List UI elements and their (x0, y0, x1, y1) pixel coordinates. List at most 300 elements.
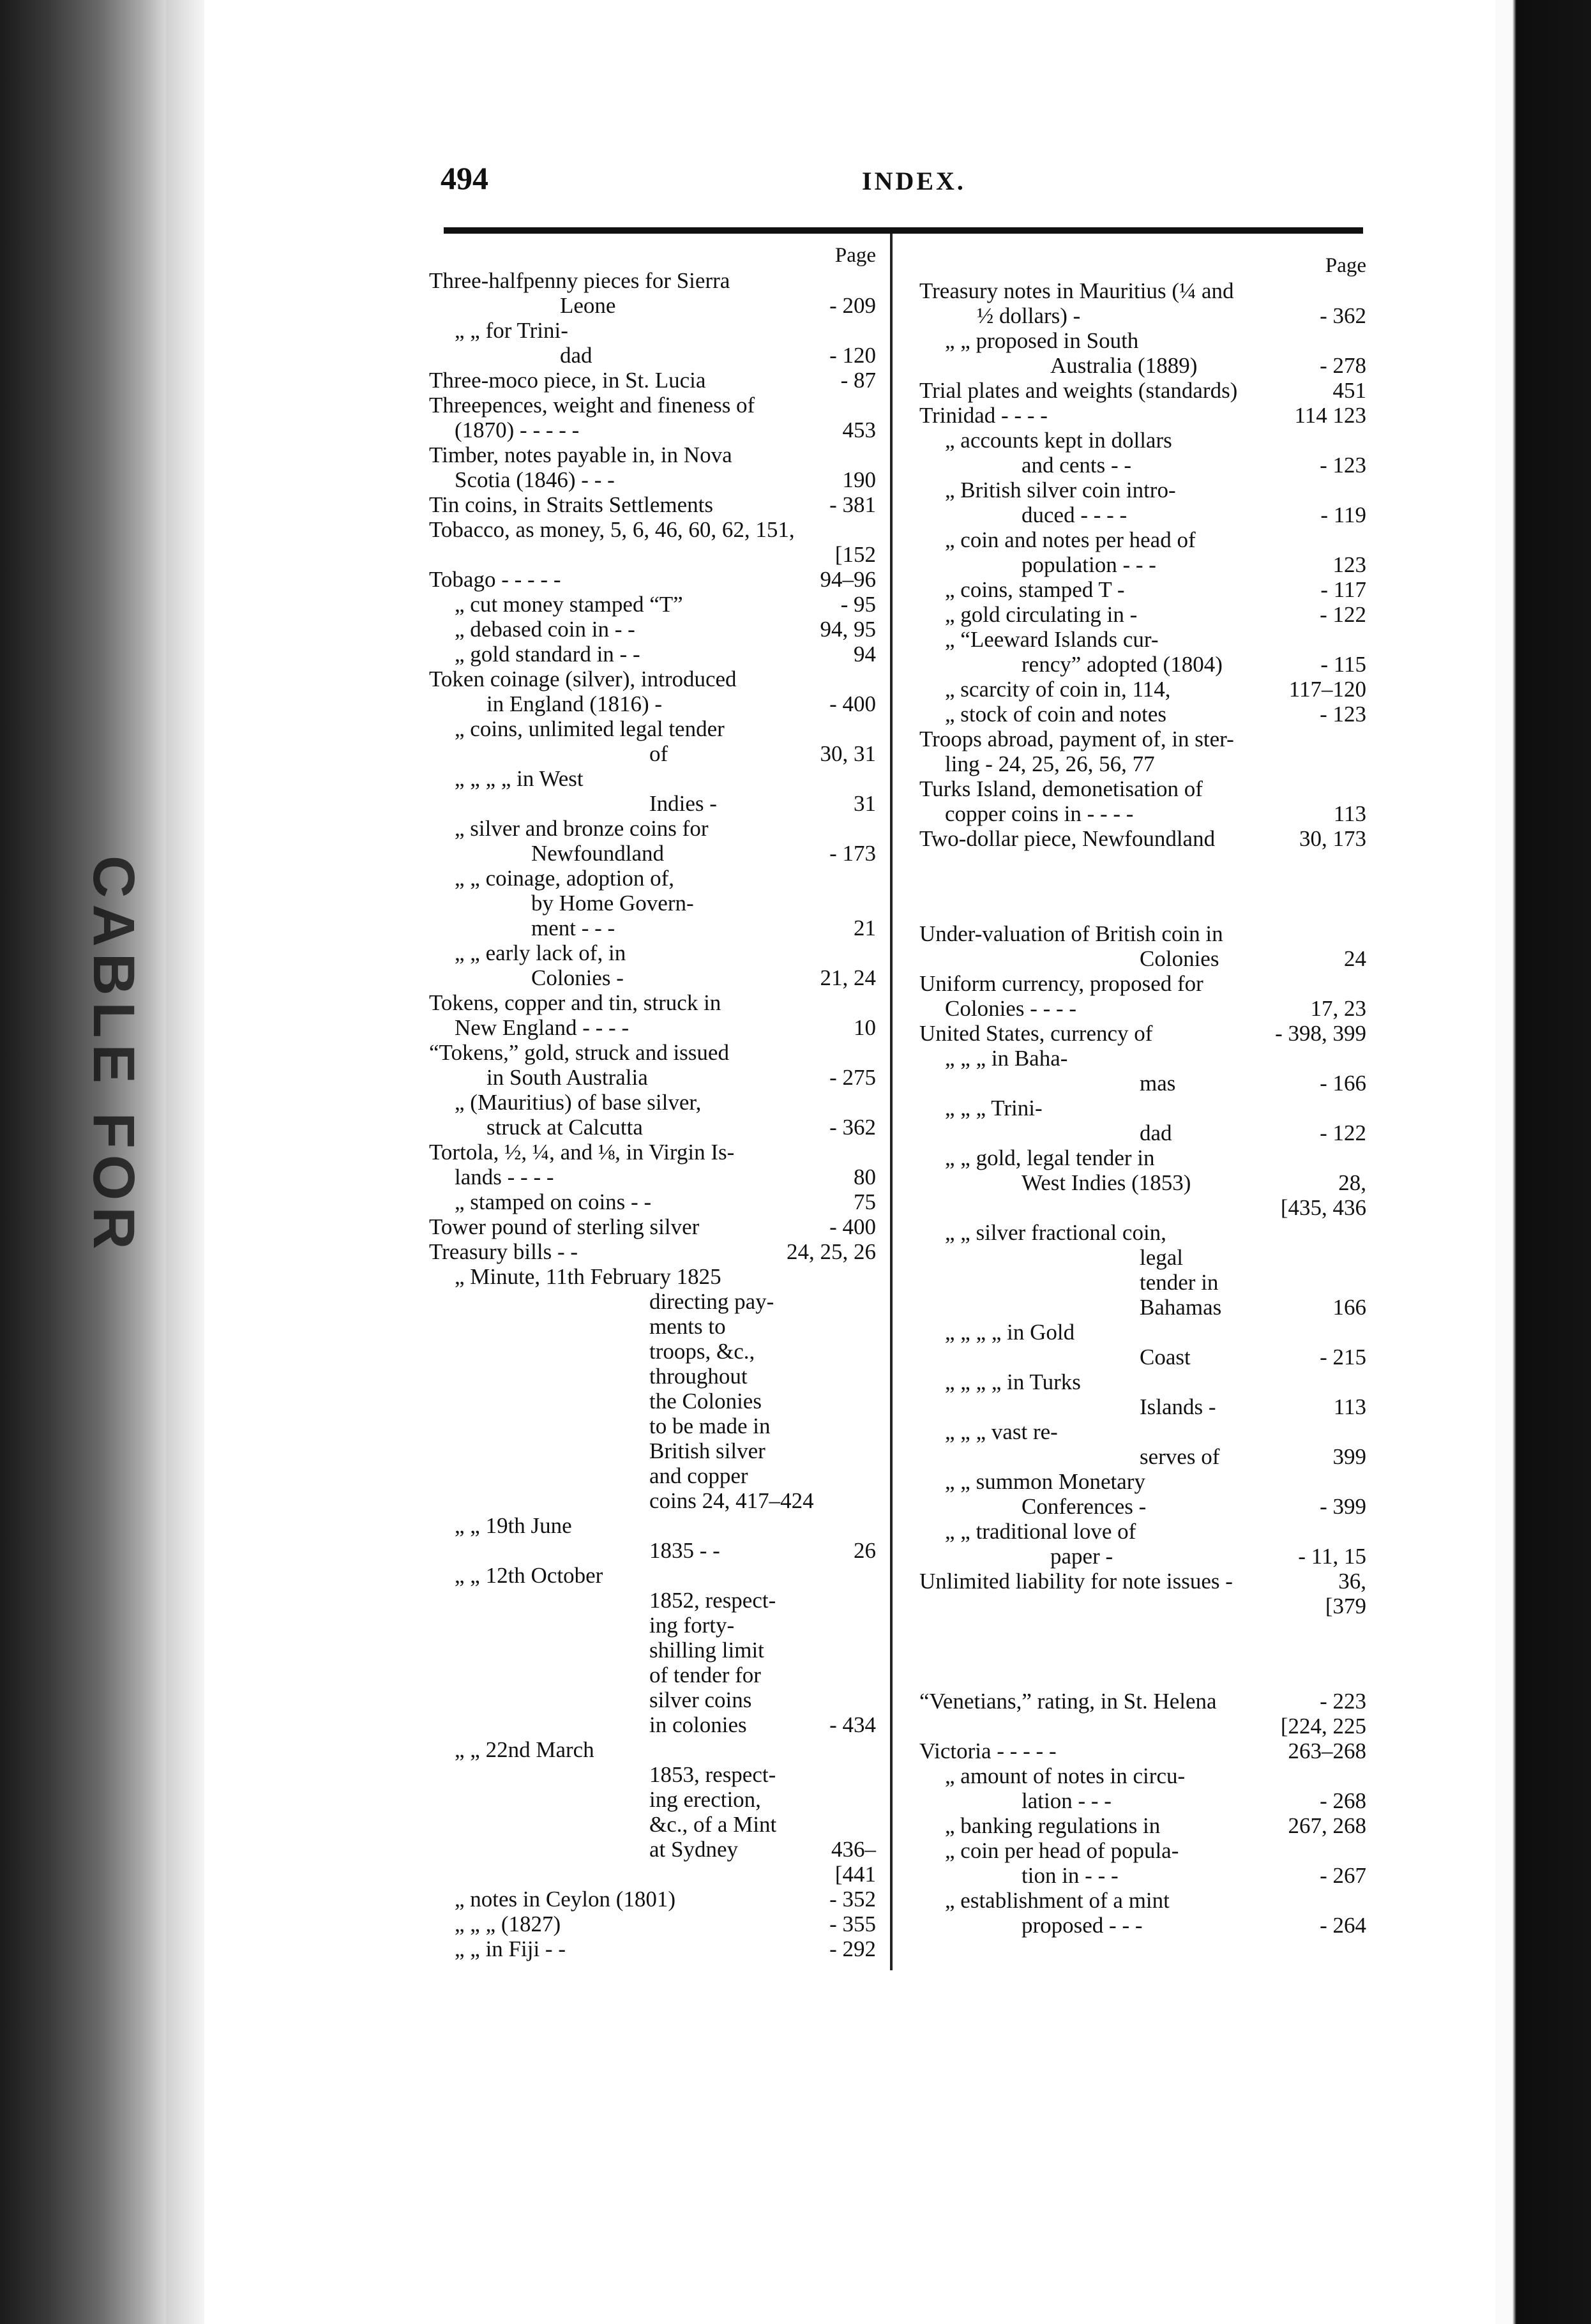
page-reference: 451 (1332, 378, 1366, 403)
index-line (429, 1663, 876, 1687)
index-entry (429, 268, 876, 368)
page-reference: 10 (854, 1015, 876, 1040)
index-term: „ stamped on coins - - (455, 1189, 652, 1214)
index-term: serves of (1140, 1444, 1220, 1469)
index-term: 1835 - - (649, 1538, 720, 1563)
index-line (429, 741, 876, 766)
index-line (919, 1419, 1366, 1444)
page-reference: 113 (1333, 1394, 1366, 1419)
index-entry (919, 403, 1366, 727)
index-term: tion in - - - (1022, 1863, 1119, 1888)
page-reference: 190 (842, 467, 876, 492)
index-entry (919, 1021, 1366, 1569)
page-reference: - 215 (1320, 1345, 1366, 1370)
index-term: „ „ „ in Baha- (945, 1046, 1068, 1071)
index-line (429, 1040, 876, 1065)
index-term: „ „ proposed in South (945, 328, 1139, 353)
page-reference: 17, 23 (1310, 996, 1366, 1021)
index-line (919, 328, 1366, 353)
spine-label: CABLE FOR (81, 856, 146, 1256)
index-term: „ coins, stamped T - (945, 577, 1125, 602)
index-line (429, 1862, 876, 1887)
index-line (429, 1239, 876, 1264)
index-line (919, 1046, 1366, 1071)
index-line (919, 502, 1366, 527)
page-reference: 24 (1344, 946, 1366, 971)
index-term: Australia (1889) (1050, 353, 1198, 378)
index-line (919, 1345, 1366, 1370)
index-term: West Indies (1853) (1022, 1170, 1191, 1195)
index-line (429, 1488, 876, 1513)
index-line (919, 1544, 1366, 1569)
left-entry-list (429, 268, 876, 1961)
page-reference: 21, 24 (820, 965, 876, 990)
index-line (429, 1389, 876, 1414)
index-term: Turks Island, demonetisation of (919, 776, 1203, 801)
index-term: „ amount of notes in circu- (945, 1763, 1186, 1788)
page-reference: 399 (1332, 1444, 1366, 1469)
index-term: „ „ coinage, adoption of, (455, 866, 675, 891)
index-term: paper - (1050, 1544, 1113, 1569)
index-term: legal (1140, 1245, 1184, 1270)
index-term: „ debased coin in - - (455, 617, 635, 642)
index-term: ment - - - (531, 916, 615, 940)
page-reference: - 268 (1320, 1788, 1366, 1813)
index-line (919, 1270, 1366, 1295)
index-line (429, 667, 876, 691)
index-line (429, 1015, 876, 1040)
index-line (429, 965, 876, 990)
index-entry (429, 393, 876, 442)
index-term: Token coinage (silver), introduced (429, 667, 737, 691)
index-line (919, 1394, 1366, 1419)
page-reference: 75 (854, 1189, 876, 1214)
index-line (919, 677, 1366, 702)
index-term: Under-valuation of British coin in (919, 921, 1223, 946)
page-reference: 436– (831, 1837, 876, 1862)
index-line (429, 1214, 876, 1239)
index-entry (919, 1739, 1366, 1938)
index-line (429, 1812, 876, 1837)
page-reference: - 381 (829, 492, 876, 517)
index-term: dad (560, 343, 592, 368)
index-term: Bahamas (1140, 1295, 1222, 1320)
index-entry (919, 278, 1366, 378)
index-entry (429, 517, 876, 567)
index-line (919, 801, 1366, 826)
index-line (919, 1689, 1366, 1714)
index-line (919, 1813, 1366, 1838)
header-rule (444, 227, 1363, 234)
page-reference: 28, (1338, 1170, 1366, 1195)
index-term: (1870) - - - - - (455, 418, 580, 442)
index-term: lands - - - - (455, 1165, 554, 1189)
index-line (919, 921, 1366, 946)
page-reference: 117–120 (1288, 677, 1366, 702)
index-term: Tortola, ½, ¼, and ⅛, in Virgin Is- (429, 1140, 735, 1165)
index-term: „ cut money stamped “T” (455, 592, 683, 617)
page-reference: 36, (1338, 1569, 1366, 1594)
index-term: tender in (1140, 1270, 1219, 1295)
index-line (429, 816, 876, 841)
index-line (429, 418, 876, 442)
index-entry (429, 1214, 876, 1239)
index-line (429, 1264, 876, 1289)
index-term: „ notes in Ceylon (1801) (455, 1887, 676, 1912)
index-term: ing erection, (649, 1787, 761, 1812)
index-line (429, 866, 876, 891)
index-term: United States, currency of (919, 1021, 1153, 1046)
index-line (919, 303, 1366, 328)
index-line (919, 1220, 1366, 1245)
index-line (919, 627, 1366, 652)
index-line (429, 1463, 876, 1488)
index-line (429, 318, 876, 343)
index-line (919, 278, 1366, 303)
index-term: of (649, 741, 668, 766)
index-line (919, 1714, 1366, 1739)
page-reference: [435, 436 (1280, 1195, 1366, 1220)
index-line (919, 727, 1366, 751)
index-line (429, 1912, 876, 1936)
index-line (429, 467, 876, 492)
index-line (429, 916, 876, 940)
index-term: “Venetians,” rating, in St. Helena (919, 1689, 1217, 1714)
page-reference: 166 (1332, 1295, 1366, 1320)
index-line (919, 996, 1366, 1021)
page-reference: - 223 (1320, 1689, 1366, 1714)
gutter-shadow (166, 0, 204, 2324)
page-reference: - 11, 15 (1298, 1544, 1366, 1569)
index-line (429, 1737, 876, 1762)
index-line (429, 1837, 876, 1862)
page-reference: 113 (1333, 801, 1366, 826)
index-line (919, 1739, 1366, 1763)
index-line (429, 617, 876, 642)
page-header (441, 160, 1385, 217)
index-entry (429, 1040, 876, 1140)
page-reference: 123 (1332, 552, 1366, 577)
index-entry (429, 1140, 876, 1214)
index-term: „ „ „ „ in Gold (945, 1320, 1075, 1345)
page-reference: - 123 (1320, 453, 1366, 478)
index-term: „ coin per head of popula- (945, 1838, 1179, 1863)
page-column-label: Page (1325, 254, 1366, 277)
index-line (429, 1787, 876, 1812)
page-reference: - 115 (1320, 652, 1366, 677)
index-term: ½ dollars) - (977, 303, 1081, 328)
index-term: „ banking regulations in (945, 1813, 1161, 1838)
left-column (429, 243, 876, 1961)
index-term: „ accounts kept in dollars (945, 428, 1172, 453)
index-line (919, 1469, 1366, 1494)
page-reference: 26 (854, 1538, 876, 1563)
index-term: „ „ for Trini- (455, 318, 568, 343)
index-line (919, 478, 1366, 502)
column-divider (890, 234, 893, 1970)
index-entry (919, 921, 1366, 971)
page-reference: - 362 (829, 1115, 876, 1140)
index-term: „ „ gold, legal tender in (945, 1145, 1155, 1170)
index-term: „ stock of coin and notes (945, 702, 1166, 727)
index-line (429, 1712, 876, 1737)
index-line (429, 293, 876, 318)
index-line (429, 1065, 876, 1090)
index-entry (429, 567, 876, 667)
index-term: „ „ summon Monetary (945, 1469, 1145, 1494)
index-term: „ „ „ (1827) (455, 1912, 561, 1936)
index-entry (919, 776, 1366, 826)
page-reference: 31 (854, 791, 876, 816)
index-term: Tobacco, as money, 5, 6, 46, 60, 62, 151, (429, 517, 795, 542)
index-line (429, 642, 876, 667)
index-line (429, 766, 876, 791)
index-line (919, 652, 1366, 677)
index-line (429, 343, 876, 368)
index-term: ments to (649, 1314, 726, 1339)
index-line (919, 971, 1366, 996)
page-reference: - 355 (829, 1912, 876, 1936)
index-term: Scotia (1846) - - - (455, 467, 615, 492)
index-line (919, 1370, 1366, 1394)
index-line (919, 1863, 1366, 1888)
index-term: Tobago - - - - - (429, 567, 561, 592)
index-entry (919, 727, 1366, 776)
index-term: ling - 24, 25, 26, 56, 77 (945, 751, 1155, 776)
page-reference: - 95 (840, 592, 876, 617)
index-term: in South Australia (486, 1065, 648, 1090)
right-entry-list (919, 278, 1366, 1938)
letter-section-gap (919, 1618, 1366, 1689)
book-gutter (0, 0, 166, 2324)
index-line (429, 716, 876, 741)
index-term: Newfoundland (531, 841, 665, 866)
index-term: Colonies (1140, 946, 1219, 971)
index-line (919, 751, 1366, 776)
index-entry (919, 971, 1366, 1021)
index-line (429, 1289, 876, 1314)
index-term: by Home Govern- (531, 891, 694, 916)
index-term: and copper (649, 1463, 748, 1488)
index-term: shilling limit (649, 1638, 764, 1663)
index-entry (429, 368, 876, 393)
index-term: proposed - - - (1022, 1913, 1143, 1938)
index-term: Coast (1140, 1345, 1191, 1370)
page-reference: - 399 (1320, 1494, 1366, 1519)
index-term: to be made in (649, 1414, 771, 1438)
index-term: 1852, respect- (649, 1588, 776, 1613)
index-term: „ „ „ „ in Turks (945, 1370, 1081, 1394)
page-reference: - 122 (1320, 602, 1366, 627)
index-term: silver coins (649, 1687, 752, 1712)
index-line (919, 353, 1366, 378)
page-reference: - 166 (1320, 1071, 1366, 1096)
index-entry (429, 990, 876, 1040)
page-reference: 94–96 (820, 567, 876, 592)
index-line (429, 1115, 876, 1140)
index-entry (919, 378, 1366, 403)
index-line (429, 1936, 876, 1961)
index-line (429, 393, 876, 418)
index-term: „ „ „ Trini- (945, 1096, 1043, 1120)
page-reference: - 117 (1320, 577, 1366, 602)
index-term: Trial plates and weights (standards) (919, 378, 1238, 403)
page-reference: 94, 95 (820, 617, 876, 642)
index-term: „ „ „ vast re- (945, 1419, 1058, 1444)
page-reference: 267, 268 (1288, 1813, 1366, 1838)
index-term: Three-halfpenny pieces for Sierra (429, 268, 730, 293)
index-line (919, 1096, 1366, 1120)
index-term: Three-moco piece, in St. Lucia (429, 368, 706, 393)
index-term: Two-dollar piece, Newfoundland (919, 826, 1216, 851)
index-line (919, 1320, 1366, 1345)
index-term: in England (1816) - (486, 691, 663, 716)
index-term: Tokens, copper and tin, struck in (429, 990, 721, 1015)
index-line (429, 1364, 876, 1389)
page-reference: - 267 (1320, 1863, 1366, 1888)
page-reference: 114 123 (1294, 403, 1366, 428)
index-term: „ scarcity of coin in, 114, (945, 677, 1171, 702)
page-reference: 30, 173 (1299, 826, 1366, 851)
index-term: Trinidad - - - - (919, 403, 1048, 428)
index-term: „ Minute, 11th February 1825 (455, 1264, 721, 1289)
index-term: troops, &c., (649, 1339, 755, 1364)
index-term: „ „ early lack of, in (455, 940, 626, 965)
index-entry (429, 442, 876, 492)
page-reference: 94 (854, 642, 876, 667)
page-reference: - 398, 399 (1275, 1021, 1366, 1046)
letter-section (919, 921, 1366, 1618)
index-term: ing forty- (649, 1613, 735, 1638)
index-line (429, 1638, 876, 1663)
index-term: „ “Leeward Islands cur- (945, 627, 1159, 652)
index-term: Troops abroad, payment of, in ster- (919, 727, 1234, 751)
page-reference: 24, 25, 26 (787, 1239, 876, 1264)
index-entry (919, 1689, 1366, 1739)
index-line (429, 1563, 876, 1588)
index-line (429, 492, 876, 517)
running-head: INDEX. (862, 167, 966, 195)
index-line (919, 1195, 1366, 1220)
index-term: „ „ 22nd March (455, 1737, 594, 1762)
index-term: the Colonies (649, 1389, 762, 1414)
page-reference: - 122 (1320, 1120, 1366, 1145)
index-term: Timber, notes payable in, in Nova (429, 442, 732, 467)
index-term: „ British silver coin intro- (945, 478, 1176, 502)
index-line (919, 1494, 1366, 1519)
index-term: coins 24, 417–424 (649, 1488, 814, 1513)
index-line (429, 1613, 876, 1638)
index-term: Victoria - - - - - (919, 1739, 1057, 1763)
page-reference: [441 (834, 1862, 876, 1887)
page-reference: 80 (854, 1165, 876, 1189)
index-line (919, 602, 1366, 627)
index-term: “Tokens,” gold, struck and issued (429, 1040, 729, 1065)
page-reference: [224, 225 (1280, 1714, 1366, 1739)
index-line (429, 592, 876, 617)
index-line (429, 517, 876, 542)
index-line (919, 1519, 1366, 1544)
index-term: Colonies - (531, 965, 624, 990)
index-term: Islands - (1140, 1394, 1216, 1419)
index-line (429, 542, 876, 567)
index-term: „ coin and notes per head of (945, 527, 1196, 552)
index-line (429, 1090, 876, 1115)
page-reference: - 352 (829, 1887, 876, 1912)
index-line (429, 1513, 876, 1538)
page-edge (1495, 0, 1591, 2324)
index-line (919, 702, 1366, 727)
index-line (919, 1145, 1366, 1170)
index-term: „ „ in Fiji - - (455, 1936, 566, 1961)
index-entry (429, 492, 876, 517)
index-line (919, 453, 1366, 478)
index-term: 1853, respect- (649, 1762, 776, 1787)
page-reference: - 123 (1320, 702, 1366, 727)
index-line (429, 791, 876, 816)
index-line (919, 577, 1366, 602)
index-term: directing pay- (649, 1289, 774, 1314)
index-line (919, 1295, 1366, 1320)
index-line (919, 403, 1366, 428)
index-term: „ „ „ „ in West (455, 766, 584, 791)
letter-section (919, 1689, 1366, 1938)
index-term: „ coins, unlimited legal tender (455, 716, 725, 741)
index-term: copper coins in - - - - (945, 801, 1134, 826)
index-line (919, 1888, 1366, 1913)
index-line (429, 1687, 876, 1712)
page-reference: - 120 (829, 343, 876, 368)
index-line (429, 1314, 876, 1339)
index-entry (429, 1239, 876, 1961)
page-reference: - 434 (829, 1712, 876, 1737)
index-line (919, 1763, 1366, 1788)
page-reference: - 87 (840, 368, 876, 393)
page-reference: - 209 (829, 293, 876, 318)
index-line (429, 891, 876, 916)
index-term: Unlimited liability for note issues - (919, 1569, 1233, 1594)
index-term: population - - - (1022, 552, 1156, 577)
index-term: throughout (649, 1364, 748, 1389)
index-line (429, 1189, 876, 1214)
page-reference: - 278 (1320, 353, 1366, 378)
index-entry (919, 826, 1366, 851)
index-line (919, 378, 1366, 403)
index-line (919, 1120, 1366, 1145)
index-line (919, 552, 1366, 577)
index-line (429, 1538, 876, 1563)
page-reference: 30, 31 (820, 741, 876, 766)
index-line (429, 1588, 876, 1613)
index-line (919, 428, 1366, 453)
index-term: „ gold standard in - - (455, 642, 640, 667)
index-line (919, 1913, 1366, 1938)
index-line (429, 1414, 876, 1438)
index-line (919, 1245, 1366, 1270)
index-term: Uniform currency, proposed for (919, 971, 1203, 996)
index-line (429, 442, 876, 467)
index-entry (919, 1569, 1366, 1618)
page-reference: - 400 (829, 1214, 876, 1239)
page-reference: - 400 (829, 691, 876, 716)
index-line (919, 826, 1366, 851)
index-term: &c., of a Mint (649, 1812, 777, 1837)
index-line (919, 1444, 1366, 1469)
index-line (919, 1569, 1366, 1594)
index-line (429, 1887, 876, 1912)
index-entry (429, 667, 876, 990)
page-reference: - 173 (829, 841, 876, 866)
